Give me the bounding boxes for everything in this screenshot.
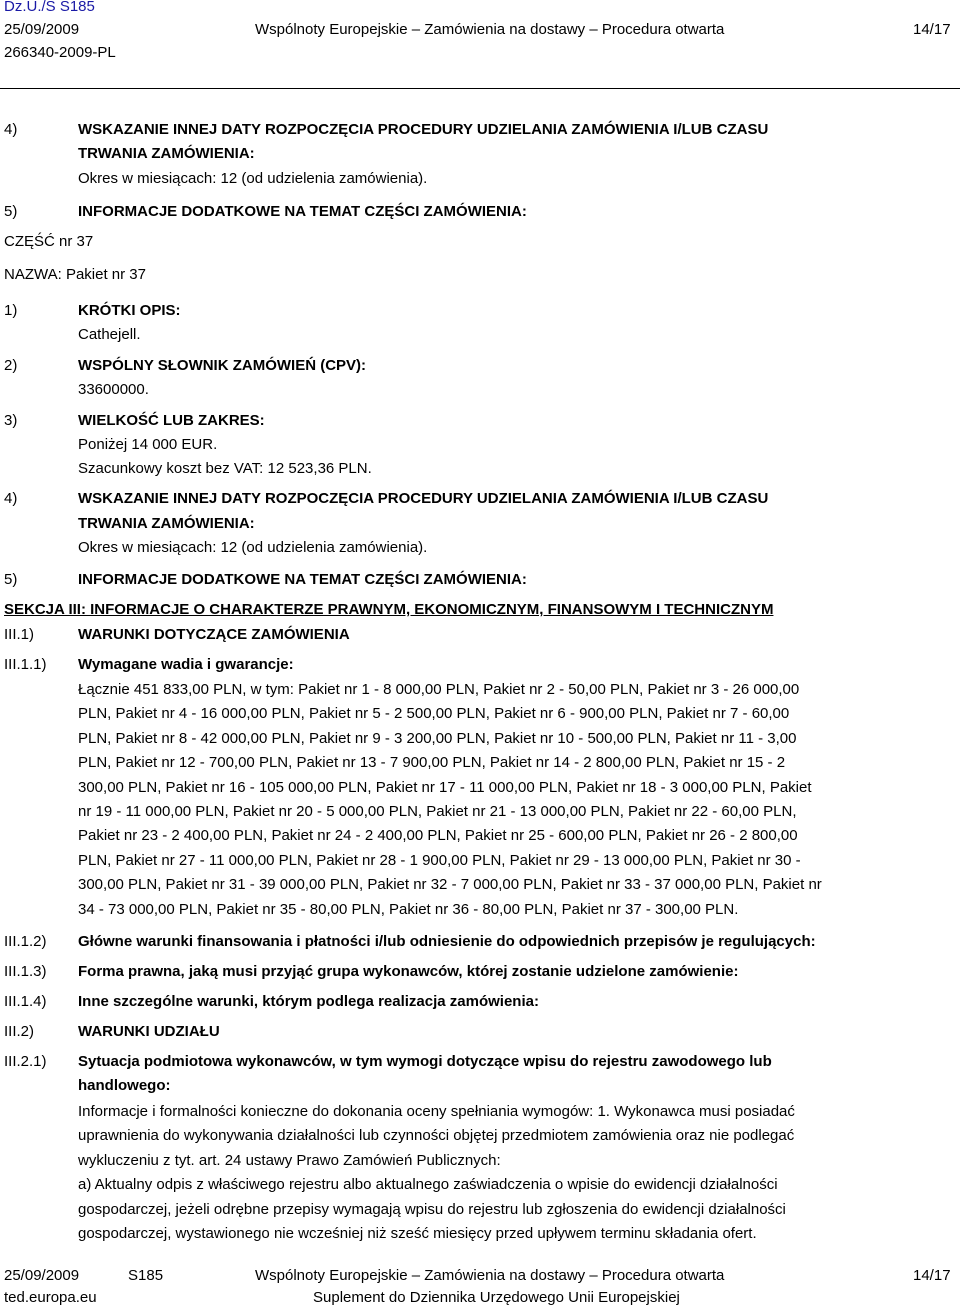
part-label: CZĘŚĆ nr 37 xyxy=(4,233,94,250)
section-heading: Sytuacja podmiotowa wykonawców, w tym wymogi dotyczące wpisu do rejestru zawodowego lub xyxy=(78,1053,772,1070)
text-line: nr 19 - 11 000,00 PLN, Pakiet nr 20 - 5 000,00 PLN, Pakiet nr 21 - 13 000,00 PLN, Pakiet nr 22 - 60,00 PLN, xyxy=(78,803,797,821)
text-line: PLN, Pakiet nr 12 - 700,00 PLN, Pakiet nr 13 - 7 900,00 PLN, Pakiet nr 14 - 2 800,00 PLN, Pakiet nr 15 - 2 xyxy=(78,754,786,772)
section-number: III.1.3) xyxy=(4,963,47,980)
text-line: 300,00 PLN, Pakiet nr 16 - 105 000,00 PLN, Pakiet nr 17 - 11 000,00 PLN, Pakiet nr 18 - 3 000,00 PLN, Pakiet xyxy=(78,778,812,796)
item-text: Poniżej 14 000 EUR. xyxy=(78,436,218,453)
item-text: Okres w miesiącach: 12 (od udzielenia zamówienia). xyxy=(78,170,428,187)
item-heading: WSKAZANIE INNEJ DATY ROZPOCZĘCIA PROCEDURY UDZIELANIA ZAMÓWIENIA I/LUB CZASU xyxy=(78,121,769,138)
text-line: PLN, Pakiet nr 8 - 42 000,00 PLN, Pakiet nr 9 - 3 200,00 PLN, Pakiet nr 10 - 500,00 PLN, Pakiet nr 11 - 3,00 xyxy=(78,729,797,747)
item-heading: WIELKOŚĆ LUB ZAKRES: xyxy=(78,412,265,429)
header-page: 14/17 xyxy=(913,21,951,38)
item-text: Cathejell. xyxy=(78,326,141,343)
header-ref: 266340-2009-PL xyxy=(4,44,116,61)
section-number: III.1.4) xyxy=(4,993,47,1010)
text-line: gospodarczej, wystawionego nie wcześniej niż sześć miesięcy przed upływem terminu składania ofert. xyxy=(78,1225,757,1243)
text-line: gospodarczej, jeżeli odrębne przepisy wymagają wpisu do rejestru lub zgłoszenia do ewidencji działalności xyxy=(78,1200,786,1218)
guarantees-paragraph xyxy=(78,678,958,922)
item-number: 1) xyxy=(4,302,18,319)
section-heading: WARUNKI DOTYCZĄCE ZAMÓWIENIA xyxy=(78,626,350,643)
section-number: III.1) xyxy=(4,626,35,643)
section-heading: handlowego: xyxy=(78,1077,171,1094)
item-number: 4) xyxy=(4,121,18,138)
journal-link[interactable]: Dz.U./S S185 xyxy=(4,0,95,15)
item-number: 4) xyxy=(4,490,18,507)
site-link[interactable]: ted.europa.eu xyxy=(4,1289,97,1306)
section-heading: WARUNKI UDZIAŁU xyxy=(78,1023,220,1040)
text-line: PLN, Pakiet nr 27 - 11 000,00 PLN, Pakiet nr 28 - 1 900,00 PLN, Pakiet nr 29 - 13 000,00 PLN, Pakiet nr 30 - xyxy=(78,851,801,869)
item-text: Szacunkowy koszt bez VAT: 12 523,36 PLN. xyxy=(78,460,372,477)
item-heading: KRÓTKI OPIS: xyxy=(78,302,181,319)
item-number: 3) xyxy=(4,412,18,429)
item-heading: WSKAZANIE INNEJ DATY ROZPOCZĘCIA PROCEDURY UDZIELANIA ZAMÓWIENIA I/LUB CZASU xyxy=(78,490,769,507)
item-heading: INFORMACJE DODATKOWE NA TEMAT CZĘŚCI ZAMÓWIENIA: xyxy=(78,203,527,220)
text-line: Informacje i formalności konieczne do dokonania oceny spełniania wymogów: 1. Wykonawca musi posiadać xyxy=(78,1103,795,1120)
item-number: 2) xyxy=(4,357,18,374)
footer-page: 14/17 xyxy=(913,1267,951,1284)
section-heading: Główne warunki finansowania i płatności i/lub odniesienie do odpowiednich przepisów je regulujących: xyxy=(78,933,816,950)
section-number: III.2) xyxy=(4,1023,35,1040)
item-heading: TRWANIA ZAMÓWIENIA: xyxy=(78,515,255,532)
section-title: SEKCJA III: INFORMACJE O CHARAKTERZE PRAWNYM, EKONOMICZNYM, FINANSOWYM I TECHNICZNYM xyxy=(4,601,774,618)
text-line: uprawnienia do wykonywania działalności lub czynności objętej przedmiotem zamówienia oraz nie podlegać xyxy=(78,1127,795,1145)
item-number: 5) xyxy=(4,203,18,220)
header-date: 25/09/2009 xyxy=(4,21,80,38)
text-line: a) Aktualny odpis z właściwego rejestru albo aktualnego zaświadczenia o wpisie do ewidencji działalności xyxy=(78,1176,778,1194)
section-number: III.2.1) xyxy=(4,1053,47,1070)
item-number: 5) xyxy=(4,571,18,588)
text-line: 300,00 PLN, Pakiet nr 31 - 39 000,00 PLN, Pakiet nr 32 - 7 000,00 PLN, Pakiet nr 33 - 37 000,00 PLN, Pakiet nr xyxy=(78,876,822,894)
text-line: PLN, Pakiet nr 4 - 16 000,00 PLN, Pakiet nr 5 - 2 500,00 PLN, Pakiet nr 6 - 900,00 PLN, Pakiet nr 7 - 60,00 xyxy=(78,705,790,723)
text-line: 34 - 73 000,00 PLN, Pakiet nr 35 - 80,00 PLN, Pakiet nr 36 - 80,00 PLN, Pakiet nr 37 - 300,00 PLN. xyxy=(78,900,739,918)
section-number: III.1.2) xyxy=(4,933,47,950)
item-heading: WSPÓLNY SŁOWNIK ZAMÓWIEŃ (CPV): xyxy=(78,357,367,374)
section-heading: Forma prawna, jaką musi przyjąć grupa wykonawców, której zostanie udzielone zamówienie: xyxy=(78,963,739,980)
item-text: 33600000. xyxy=(78,381,149,398)
section-heading: Wymagane wadia i gwarancje: xyxy=(78,656,294,673)
section-heading: Inne szczególne warunki, którym podlega realizacja zamówienia: xyxy=(78,993,539,1010)
text-line: Pakiet nr 23 - 2 400,00 PLN, Pakiet nr 24 - 2 400,00 PLN, Pakiet nr 25 - 600,00 PLN, Pakiet nr 26 - 2 800,00 xyxy=(78,827,798,845)
header-title: Wspólnoty Europejskie – Zamówienia na dostawy – Procedura otwarta xyxy=(255,21,725,38)
item-text: Okres w miesiącach: 12 (od udzielenia zamówienia). xyxy=(78,539,428,556)
footer-date: 25/09/2009 xyxy=(4,1267,80,1284)
footer-series: S185 xyxy=(128,1267,164,1284)
header-rule xyxy=(0,88,960,89)
part-name: NAZWA: Pakiet nr 37 xyxy=(4,266,146,283)
item-heading: TRWANIA ZAMÓWIENIA: xyxy=(78,145,255,162)
section-number: III.1.1) xyxy=(4,656,47,673)
requirements-paragraph xyxy=(78,1100,958,1246)
text-line: wykluczeniu z tyt. art. 24 ustawy Prawo Zamówień Publicznych: xyxy=(78,1151,501,1169)
footer-supplement: Suplement do Dziennika Urzędowego Unii Europejskiej xyxy=(313,1289,680,1306)
item-heading: INFORMACJE DODATKOWE NA TEMAT CZĘŚCI ZAMÓWIENIA: xyxy=(78,571,527,588)
footer-title: Wspólnoty Europejskie – Zamówienia na dostawy – Procedura otwarta xyxy=(255,1267,725,1284)
text-line: Łącznie 451 833,00 PLN, w tym: Pakiet nr 1 - 8 000,00 PLN, Pakiet nr 2 - 50,00 PLN, Pakiet nr 3 - 26 000,00 xyxy=(78,681,800,698)
